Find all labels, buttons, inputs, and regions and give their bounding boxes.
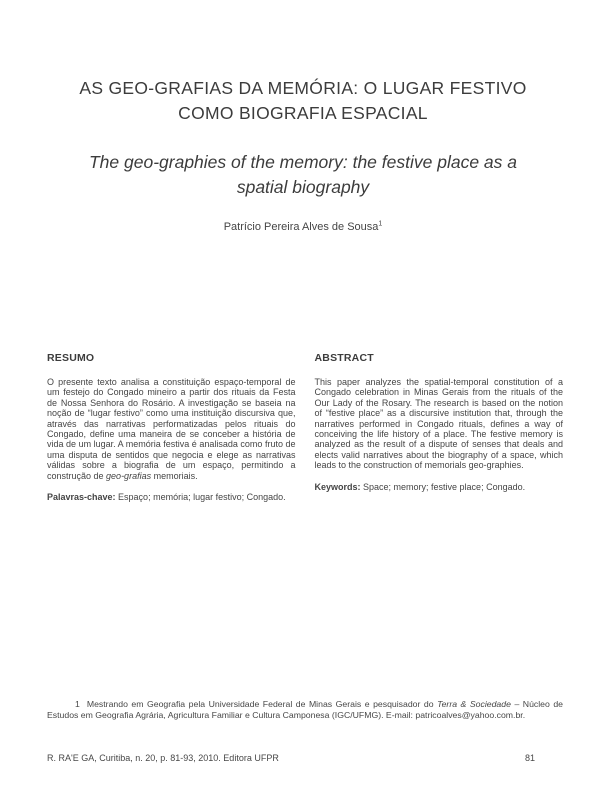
- article-title-portuguese: AS GEO-GRAFIAS DA MEMÓRIA: O LUGAR FESTIVO COMO BIOGRAFIA ESPACIAL: [79, 78, 527, 123]
- abstract-keywords-list: Space; memory; festive place; Congado.: [360, 481, 526, 492]
- author-footnote-ref: 1: [378, 220, 383, 228]
- resumo-keywords: [47, 492, 296, 502]
- resumo-keywords-list: Espaço; memória; lugar festivo; Congado.: [115, 492, 286, 503]
- abstract-section: [315, 352, 564, 502]
- page-footer: [47, 753, 535, 763]
- abstract-text: This paper analyzes the spatial-temporal constitution of a Congado celebration in Minas Gerais from the rituals of the Our Lady of the Rosary. The research is based on the notion of “festive place” as a discursive institution that, through the narratives performed in Congado rituals, defines a way of conceiving the life history of a place. The festive memory is analyzed as the result of a dispute of senses that deals and elects valid narratives about the biography of a space, which leads to the construction of memorials geo-graphies.: [314, 377, 563, 471]
- abstract-keywords: [315, 482, 564, 492]
- resumo-text: O presente texto analisa a constituição espaço-temporal de um festejo do Congado mineiro a partir dos rituais da Festa de Nossa Senhora do Rosário. A investigação se baseia na noção de “lugar festivo” como uma instituição discursiva que, através das narrativas performatizadas pelos rituais do Congado, define uma maneira de se conceber a história de vida de um lugar. A memória festiva é analisada como fruto de uma disputa de sentidos que negocia e elege as narrativas válidas sobre a biografia de um espaço, permitindo a construção de geo-grafias memoriais.: [47, 377, 296, 481]
- author-name: Patrício Pereira Alves de Sousa: [223, 221, 379, 233]
- journal-citation: R. RA'E GA, Curitiba, n. 20, p. 81-93, 2010. Editora UFPR: [47, 753, 279, 763]
- article-title-english: The geo-graphies of the memory: the festive place as a spatial biography: [88, 152, 517, 197]
- resumo-section: [47, 352, 296, 502]
- abstract-heading: ABSTRACT: [314, 352, 374, 364]
- resumo-keywords-label: Palavras-chave:: [47, 492, 116, 503]
- abstract-keywords-label: Keywords:: [314, 481, 361, 492]
- author-line: [0, 221, 606, 233]
- resumo-heading: RESUMO: [47, 352, 95, 364]
- page-number: 81: [524, 753, 535, 763]
- abstract-columns: [47, 352, 563, 502]
- footnote: 1 Mestrando em Geografia pela Universidade Federal de Minas Gerais e pesquisador do Terra & Sociedade – Núcleo de Estudos em Geografia Agrária, Agricultura Familiar e Cultura Camponesa (IGC/UFMG). E-mail: patricoalves@yahoo.com.br.: [47, 699, 564, 720]
